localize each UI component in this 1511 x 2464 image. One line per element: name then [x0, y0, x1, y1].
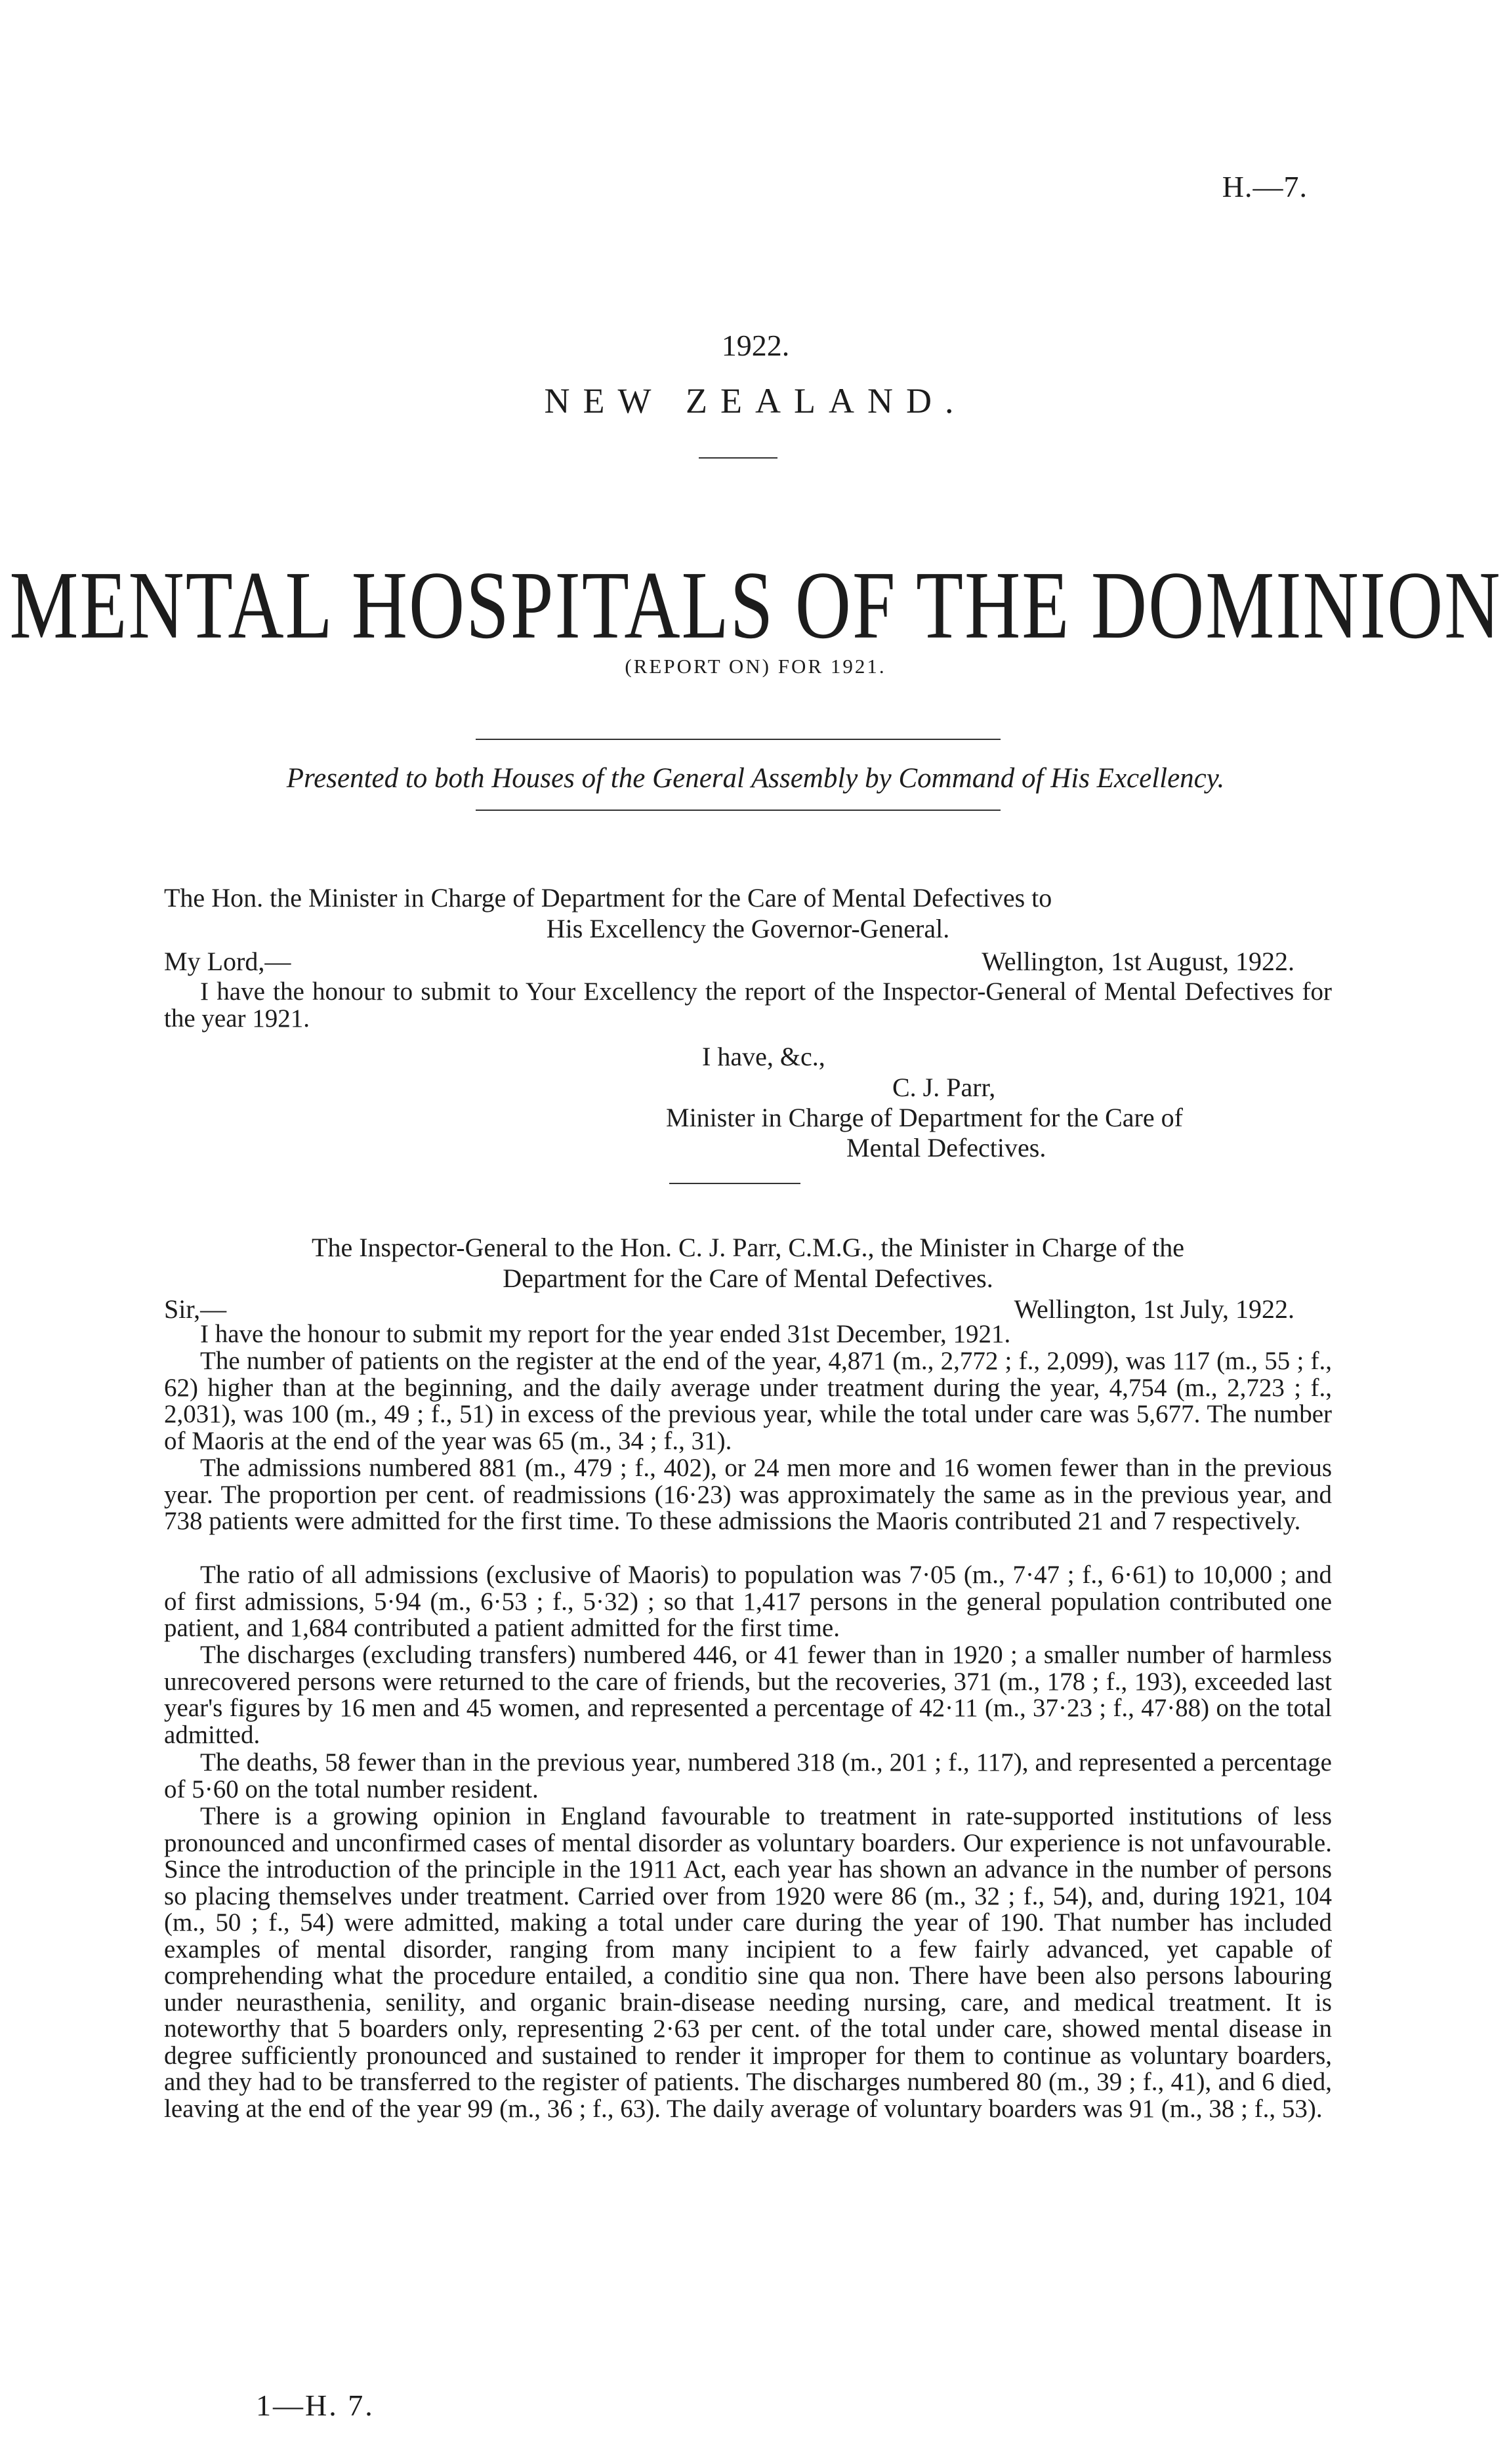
page-signature-mark: 1—H. 7.	[256, 2389, 375, 2422]
report-subtitle: (REPORT ON) FOR 1921.	[625, 655, 886, 678]
address-line: The Inspector-General to the Hon. C. J. Parr, C.M.G., the Minister in Charge of the	[312, 1233, 1184, 1262]
report-year: 1922.	[721, 329, 790, 362]
address-line: His Excellency the Governor-General.	[546, 914, 950, 943]
paragraph: There is a growing opinion in England favourable to treatment in rate-supported institutions of less pronounced and unconfirmed cases of mental disorder as voluntary boarders. Our experience is not unfavourable. Since the introduction of the principle in the 1911 Act, each year has shown an advance in the number of persons so placing themselves under treatment. Carried over from 1920 were 86 (m., 32 ; f., 54), and, during 1921, 104 (m., 50 ; f., 54) were admitted, making a total under care during the year of 190. That number has included examples of mental disorder, ranging from many incipient to a few fairly advanced, yet capable of comprehending what the procedure entailed, a conditio sine qua non. There have been also persons labouring under neurasthenia, senility, and organic brain-disease needing nursing, care, and medical treatment. It is noteworthy that 5 boarders only, representing 2·63 per cent. of the total under care, showed mental disease in degree sufficiently pronounced and sustained to render it improper for them to continue as voluntary boarders, and they had to be transferred to the register of patients. The discharges numbered 80 (m., 39 ; f., 41), and 6 died, leaving at the end of the year 99 (m., 36 ; f., 63). The daily average of voluntary boarders was 91 (m., 38 ; f., 53).	[164, 1802, 1332, 2123]
report-title: MENTAL HOSPITALS OF THE DOMINION	[9, 551, 1502, 659]
divider	[669, 1183, 800, 1184]
paragraph: The admissions numbered 881 (m., 479 ; f., 402), or 24 men more and 16 women fewer than in the previous year. The proportion per cent. of readmissions (16·23) was approximately the same as in the previous year, and 738 patients were admitted for the first time. To these admissions the Maoris contributed 21 and 7 respectively.	[164, 1454, 1332, 1535]
address-line: The Hon. the Minister in Charge of Department for the Care of Mental Defectives to	[164, 883, 1052, 913]
letter1-address	[164, 882, 1332, 944]
divider	[476, 739, 1001, 740]
dateline: Wellington, 1st July, 1922.	[1014, 1294, 1294, 1324]
letter2-address	[164, 1232, 1332, 1294]
paragraph: The ratio of all admissions (exclusive of Maoris) to population was 7·05 (m., 7·47 ; f., 6·61) to 10,000 ; and of first admissions, 5·94 (m., 6·53 ; f., 5·32) ; so that 1,417 persons in the general population contributed one patient, and 1,684 contributed a patient admitted for the first time.	[164, 1561, 1332, 1642]
closing: I have, &c.,	[702, 1042, 825, 1071]
signature: C. J. Parr,	[892, 1073, 996, 1102]
paper-reference: H.—7.	[1222, 170, 1308, 203]
paragraph: The deaths, 58 fewer than in the previous year, numbered 318 (m., 201 ; f., 117), and represented a percentage of 5·60 on the total number resident.	[164, 1748, 1332, 1803]
signature-title: Mental Defectives.	[846, 1133, 1046, 1162]
divider	[699, 457, 777, 459]
salutation: Sir,—	[164, 1294, 227, 1324]
address-line: Department for the Care of Mental Defectives.	[503, 1263, 993, 1293]
country-heading: NEW ZEALAND.	[544, 381, 967, 421]
paragraph: The number of patients on the register at the end of the year, 4,871 (m., 2,772 ; f., 2,099), was 117 (m., 55 ; f., 62) higher than at the beginning, and the daily average under treatment during the year, 4,754 (m., 2,723 ; f., 2,031), was 100 (m., 49 ; f., 51) in excess of the previous year, while the total under care was 5,677. The number of Maoris at the end of the year was 65 (m., 34 ; f., 31).	[164, 1347, 1332, 1455]
presentation-note: Presented to both Houses of the General Assembly by Command of His Excellency.	[286, 763, 1225, 794]
paragraph: The discharges (excluding transfers) numbered 446, or 41 fewer than in 1920 ; a smaller number of harmless unrecovered persons were returned to the care of friends, but the recoveries, 371 (m., 178 ; f., 193), exceeded last year's figures by 16 men and 45 women, and represented a percentage of 42·11 (m., 37·23 ; f., 47·88) on the total admitted.	[164, 1641, 1332, 1749]
dateline: Wellington, 1st August, 1922.	[982, 947, 1294, 976]
signature-title: Minister in Charge of Department for the Care of	[666, 1103, 1183, 1132]
paragraph: I have the honour to submit my report for the year ended 31st December, 1921.	[200, 1320, 1011, 1348]
letter1-body: I have the honour to submit to Your Excellency the report of the Inspector-General of Mental Defectives for the year 1921.	[164, 977, 1332, 1033]
divider	[476, 810, 1001, 811]
salutation: My Lord,—	[164, 947, 291, 976]
